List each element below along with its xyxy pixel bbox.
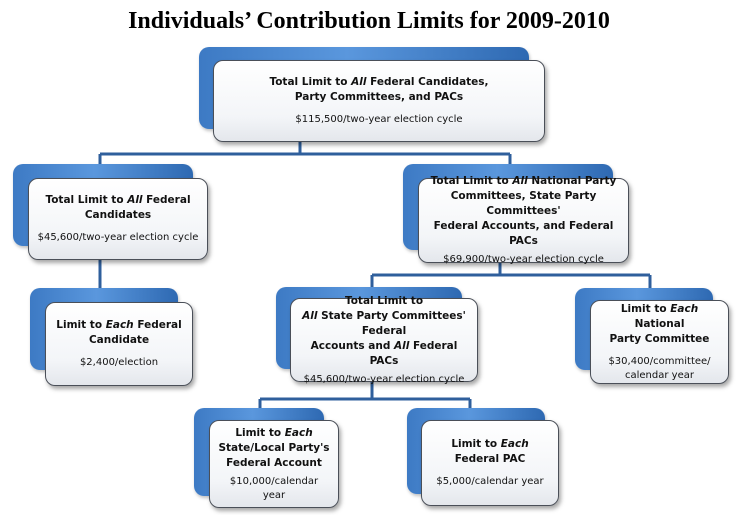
node-value: $45,600/two-year election cycle (37, 232, 199, 243)
text-part: Limit to (56, 319, 106, 331)
text-part: Federal Accounts, and Federal PACs (433, 220, 614, 247)
text-emphasis: All (512, 175, 528, 187)
text-emphasis: All (394, 339, 410, 352)
text-part: Party Committee (609, 332, 710, 345)
text-emphasis: Each (105, 319, 134, 331)
node-card (290, 294, 478, 385)
node-value: $45,600/two-year election cycle (303, 373, 465, 385)
text-part: Limit to (451, 438, 501, 450)
text-emphasis: Each (670, 302, 699, 315)
text-part: Federal (142, 194, 191, 206)
node-card (213, 60, 545, 142)
node-title (451, 437, 528, 467)
node-value: $5,000/calendar year (436, 476, 544, 487)
text-part: National Party (527, 175, 617, 187)
node-value: $69,900/two-year election cycle (443, 254, 604, 265)
text-part: Committees, State Party Committees' (450, 190, 597, 217)
node-value: $10,000/calendar year (229, 475, 319, 501)
node-card (45, 302, 193, 386)
node-card (28, 178, 208, 260)
node-card (590, 300, 729, 384)
text-part: Limit to (620, 302, 671, 315)
text-emphasis: All (351, 76, 367, 88)
node-value (608, 355, 710, 383)
text-part: Total Limit to (430, 175, 513, 187)
text-part: Federal Account (226, 456, 322, 469)
node-title (218, 426, 329, 471)
text-emphasis: Each (284, 426, 313, 439)
text-part: calendar year (625, 369, 694, 381)
node-title (56, 318, 181, 348)
text-part: Federal PACs (369, 339, 458, 367)
node-card (418, 175, 629, 265)
text-part: $30,400/committee/ (608, 355, 711, 367)
text-emphasis: All (302, 309, 318, 322)
text-part: State Party Committees' Federal (317, 309, 466, 337)
node-title (599, 302, 720, 347)
text-part: Candidate (88, 334, 150, 346)
node-card (421, 420, 559, 506)
text-part: Federal PAC (454, 453, 526, 465)
node-value: $115,500/two-year election cycle (295, 114, 463, 125)
text-part: Total Limit to (344, 294, 424, 307)
node-title (45, 193, 190, 223)
node-value: $2,400/election (79, 357, 159, 368)
node-title (427, 174, 620, 249)
text-emphasis: Each (500, 438, 529, 450)
node-card (209, 420, 339, 508)
text-part: National (634, 317, 685, 330)
text-part: State/Local Party's (218, 441, 330, 454)
text-part: Total Limit to (45, 194, 128, 206)
text-part: Candidates (84, 209, 152, 221)
node-title (269, 75, 488, 105)
page-title: Individuals’ Contribution Limits for 2009-2010 (128, 8, 610, 34)
node-title (299, 294, 469, 369)
text-part: Party Committees, and PACs (294, 91, 464, 103)
text-part: Accounts and (310, 339, 395, 352)
text-emphasis: All (127, 194, 143, 206)
text-part: Total Limit to (269, 76, 352, 88)
text-part: Federal Candidates, (366, 76, 489, 88)
text-part: Limit to (235, 426, 285, 439)
text-part: Federal (133, 319, 182, 331)
